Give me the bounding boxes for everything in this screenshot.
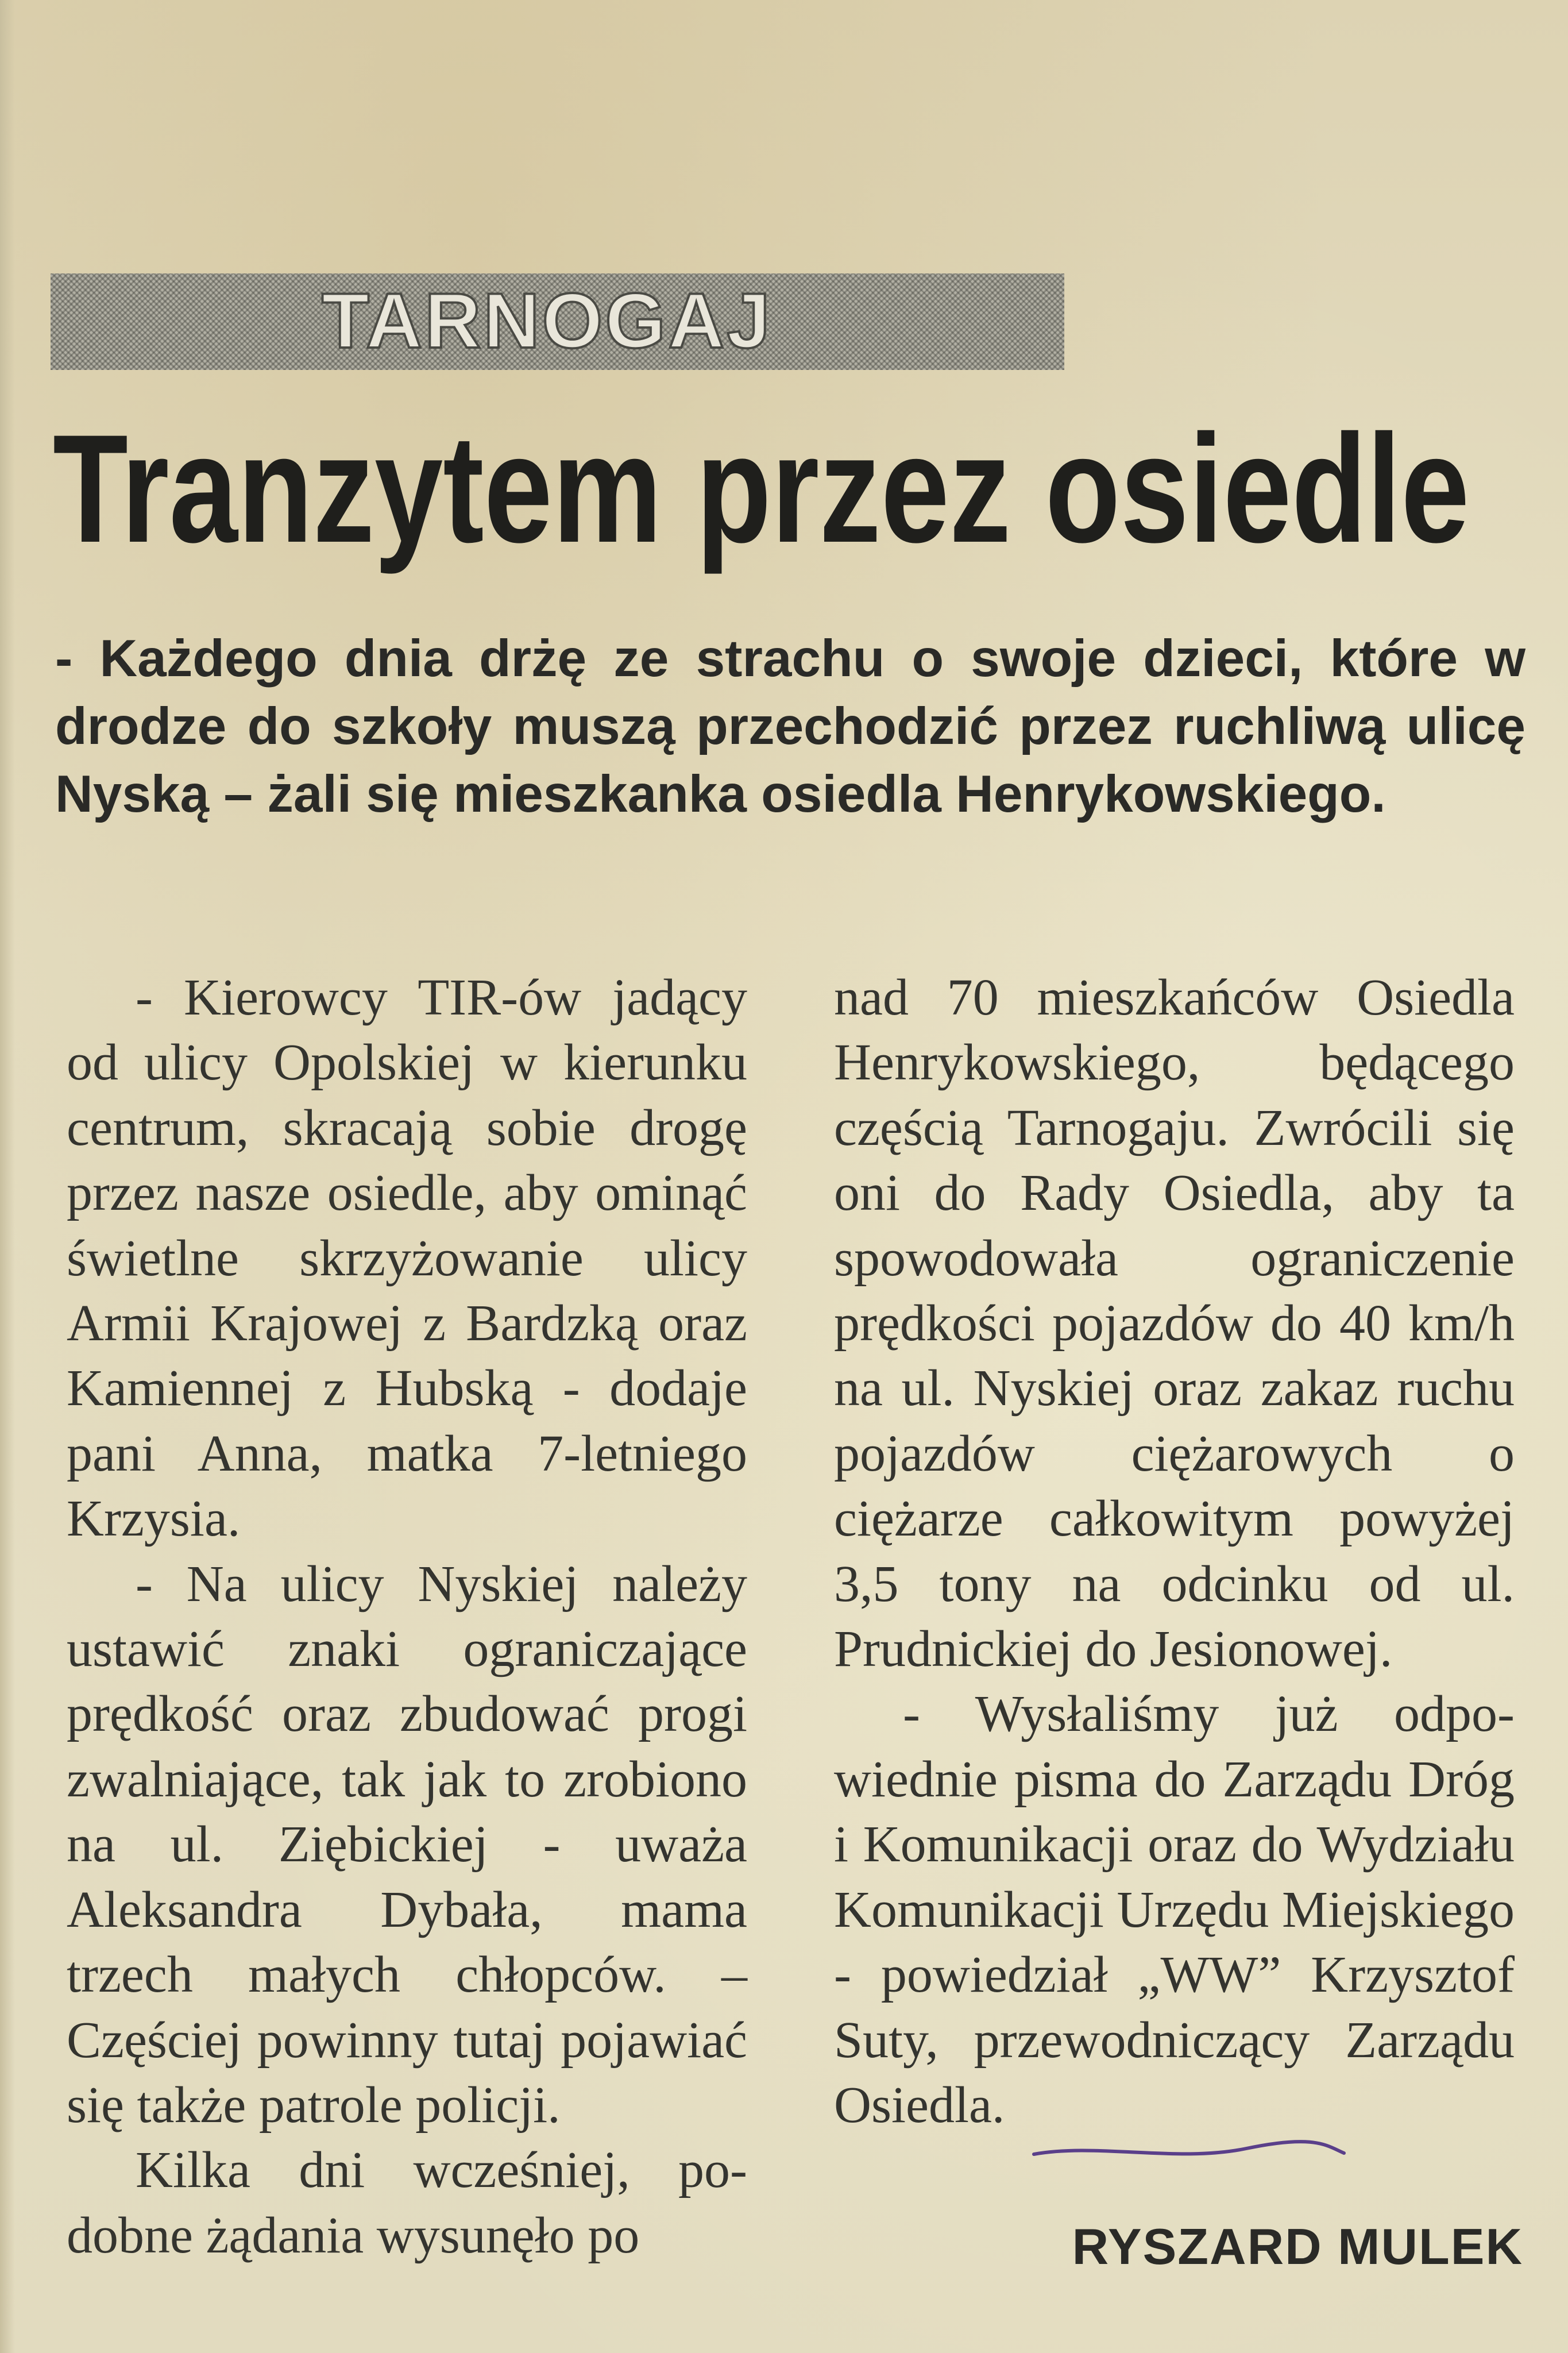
body-paragraph: nad 70 mieszkańców Osiedla Henrykowskiego, będącego częścią Tarnogaju. Zwrócili się oni do Rady Osiedla, aby ta spowodowała ograniczenie prędkości pojazdów do 40 km/h na ul. Nyskiej oraz zakaz ruchu pojazdów ciężarowych o ciężarze całkowitym powyżej 3,5 tony na odcinku od ul. Prudnickiej do Jesionowej.	[834, 969, 1515, 1678]
article-column-left	[67, 965, 747, 2268]
pen-underline-mark	[1028, 2131, 1350, 2166]
body-paragraph: - Wysłaliśmy już odpowiednie pisma do Zarządu Dróg i Komunikacji oraz do Wydziału Komunikacji Urzędu Miejskiego - powiedział „WW” Krzysztof Suty, przewodniczący Zarządu Osiedla.	[834, 1685, 1515, 2134]
lead-paragraph: - Każdego dnia drżę ze strachu o swoje dzieci, które w drodze do szkoły muszą przechodzić przez ruchliwą ulicę Nyską – żali się mieszkanka osiedla Henrykowskiego.	[55, 630, 1525, 823]
author-signature: RYSZARD MULEK	[1072, 2218, 1523, 2275]
headline: Tranzytem przez osiedle	[53, 402, 1470, 574]
section-kicker: TARNOGAJ	[322, 277, 773, 364]
body-paragraph: - Kierowcy TIR-ów jadący od ulicy Opolskiej w kierunku centrum, skracają sobie drogę przez nasze osiedle, aby ominąć świetlne skrzyżowanie ulicy Armii Krajowej z Bardzką oraz Kamiennej z Hubską - dodaje pani Anna, matka 7-letniego Krzysia.	[67, 969, 747, 1548]
body-paragraph: - Na ulicy Nyskiej należy ustawić znaki ograniczające prędkość oraz zbudować progi zwalniające, tak jak to zrobiono na ul. Ziębickiej - uważa Aleksandra Dybała, mama trzech małych chłopców. – Częściej powinny tutaj pojawiać się także patrole policji.	[67, 1555, 747, 2134]
body-paragraph: Kilka dni wcześniej, podobne żądania wysunęło po	[67, 2142, 747, 2264]
article-column-right	[834, 965, 1515, 2138]
paper-edge	[0, 0, 15, 2353]
